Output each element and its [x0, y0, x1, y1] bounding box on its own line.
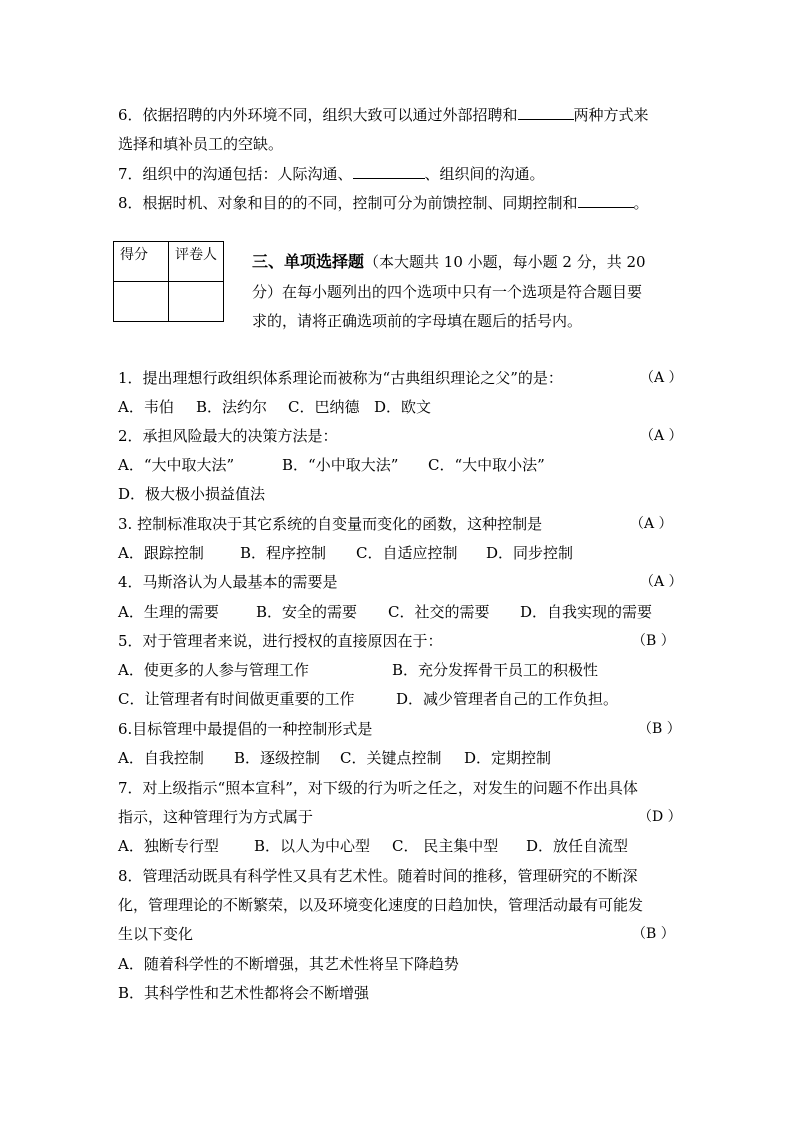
q1-stem: 1．提出理想行政组织体系理论而被称为“古典组织理论之父”的是： [118, 369, 563, 387]
fill-q7-text-a: 7．组织中的沟通包括：人际沟通、 [118, 165, 353, 183]
q2-answer: （A ） [640, 428, 683, 444]
q7-stem-line2: 指示，这种管理行为方式属于 [118, 808, 314, 826]
section-header-line1 [252, 252, 646, 272]
fill-q6-line1 [118, 104, 649, 125]
q3-option-c: C．自适应控制 [356, 544, 458, 562]
q6-option-a: A．自我控制 [118, 749, 204, 767]
fill-q7-line [118, 163, 545, 184]
section-desc1: （本大题共 10 小题，每小题 2 分，共 20 [364, 253, 646, 271]
q8-option-b: B．其科学性和艺术性都将会不断增强 [118, 984, 370, 1002]
q2-option-c: C．“大中取小法” [428, 456, 545, 474]
q8-stem-line1: 8．管理活动既具有科学性又具有艺术性。随着时间的推移，管理研究的不断深 [118, 867, 638, 885]
section-desc3: 求的，请将正确选项前的字母填在题后的括号内。 [252, 312, 583, 330]
q6-stem: 6.目标管理中最提倡的一种控制形式是 [118, 720, 373, 738]
section-title: 三、单项选择题 [252, 252, 365, 271]
q4-option-a: A．生理的需要 [118, 603, 219, 621]
fill-q6-line2: 选择和填补员工的空缺。 [118, 135, 284, 153]
q8-stem-line3: 生以下变化 [118, 925, 194, 943]
q6-option-c: C．关键点控制 [340, 749, 442, 767]
fill-q8-blank [578, 192, 634, 208]
q4-option-b: B．安全的需要 [256, 603, 358, 621]
q5-option-c: C．让管理者有时间做更重要的工作 [118, 690, 355, 708]
grader-cell [169, 282, 224, 322]
q6-answer: （B ） [638, 721, 681, 737]
q8-answer: （B ） [632, 926, 675, 942]
q5-options-row2 [118, 689, 618, 709]
fill-q6-text-a: 6．依据招聘的内外环境不同，组织大致可以通过外部招聘和 [118, 106, 518, 124]
q1-option-b: B．法约尔 [196, 398, 268, 416]
q8-stem-line2: 化，管理理论的不断繁荣，以及环境变化速度的日趋加快，管理活动最有可能发 [118, 896, 644, 914]
grader-header: 评卷人 [169, 242, 224, 282]
q5-options-row1 [118, 660, 598, 680]
q7-option-d: D．放任自流型 [526, 837, 629, 855]
q2-stem: 2．承担风险最大的决策方法是： [118, 427, 338, 445]
q3-option-a: A．跟踪控制 [118, 544, 204, 562]
fill-q8-line [118, 192, 649, 213]
q2-option-a: A．“大中取大法” [118, 456, 235, 474]
q4-answer: （A ） [640, 574, 683, 590]
q4-option-d: D．自我实现的需要 [520, 603, 653, 621]
q2-options [118, 455, 545, 475]
q6-option-d: D．定期控制 [464, 749, 552, 767]
section-desc2: 分）在每小题列出的四个选项中只有一个选项是符合题目要 [252, 283, 643, 301]
q3-option-b: B．程序控制 [240, 544, 327, 562]
q5-option-d: D．减少管理者自己的工作负担。 [396, 690, 619, 708]
q5-option-b: B．充分发挥骨干员工的积极性 [392, 661, 599, 679]
q3-option-d: D．同步控制 [486, 544, 574, 562]
q1-option-a: A．韦伯 [118, 398, 174, 416]
q3-stem: 3. 控制标准取决于其它系统的自变量而变化的函数，这种控制是 [118, 515, 543, 533]
score-header: 得分 [114, 242, 169, 282]
q4-options [118, 602, 652, 622]
q4-stem: 4．马斯洛认为人最基本的需要是 [118, 573, 338, 591]
score-cell [114, 282, 169, 322]
q2-option-b: B．“小中取大法” [282, 456, 399, 474]
fill-q6-text-b: 两种方式来 [573, 106, 649, 124]
q5-stem: 5．对于管理者来说，进行授权的直接原因在于： [118, 632, 443, 650]
q3-answer: （A ） [630, 516, 673, 532]
fill-q8-text-a: 8．根据时机、对象和目的的不同，控制可分为前馈控制、同期控制和 [118, 194, 578, 212]
q8-option-a: A．随着科学性的不断增强，其艺术性将呈下降趋势 [118, 955, 459, 973]
q2-option-d: D．极大极小损益值法 [118, 485, 266, 503]
q7-answer: （D ） [638, 809, 682, 825]
q1-options [118, 397, 431, 417]
score-table [113, 241, 224, 322]
q1-answer: （A ） [640, 370, 683, 386]
q5-answer: （B ） [632, 633, 675, 649]
q3-options [118, 543, 573, 563]
q7-option-c: C． 民主集中型 [392, 837, 499, 855]
q5-option-a: A．使更多的人参与管理工作 [118, 661, 309, 679]
fill-q8-text-b: 。 [633, 194, 649, 212]
q4-option-c: C．社交的需要 [388, 603, 490, 621]
fill-q7-blank [353, 163, 425, 179]
q7-options [118, 836, 628, 856]
q1-option-c: C．巴纳德 [288, 398, 360, 416]
q1-option-d: D．欧文 [374, 398, 432, 416]
q6-option-b: B．逐级控制 [234, 749, 321, 767]
q6-options [118, 748, 551, 768]
q7-option-a: A．独断专行型 [118, 837, 219, 855]
q7-option-b: B．以人为中心型 [254, 837, 371, 855]
fill-q6-blank [518, 104, 574, 120]
q7-stem-line1: 7．对上级指示“照本宣科”，对下级的行为听之任之，对发生的问题不作出具体 [118, 779, 638, 797]
fill-q7-text-b: 、组织间的沟通。 [424, 165, 545, 183]
